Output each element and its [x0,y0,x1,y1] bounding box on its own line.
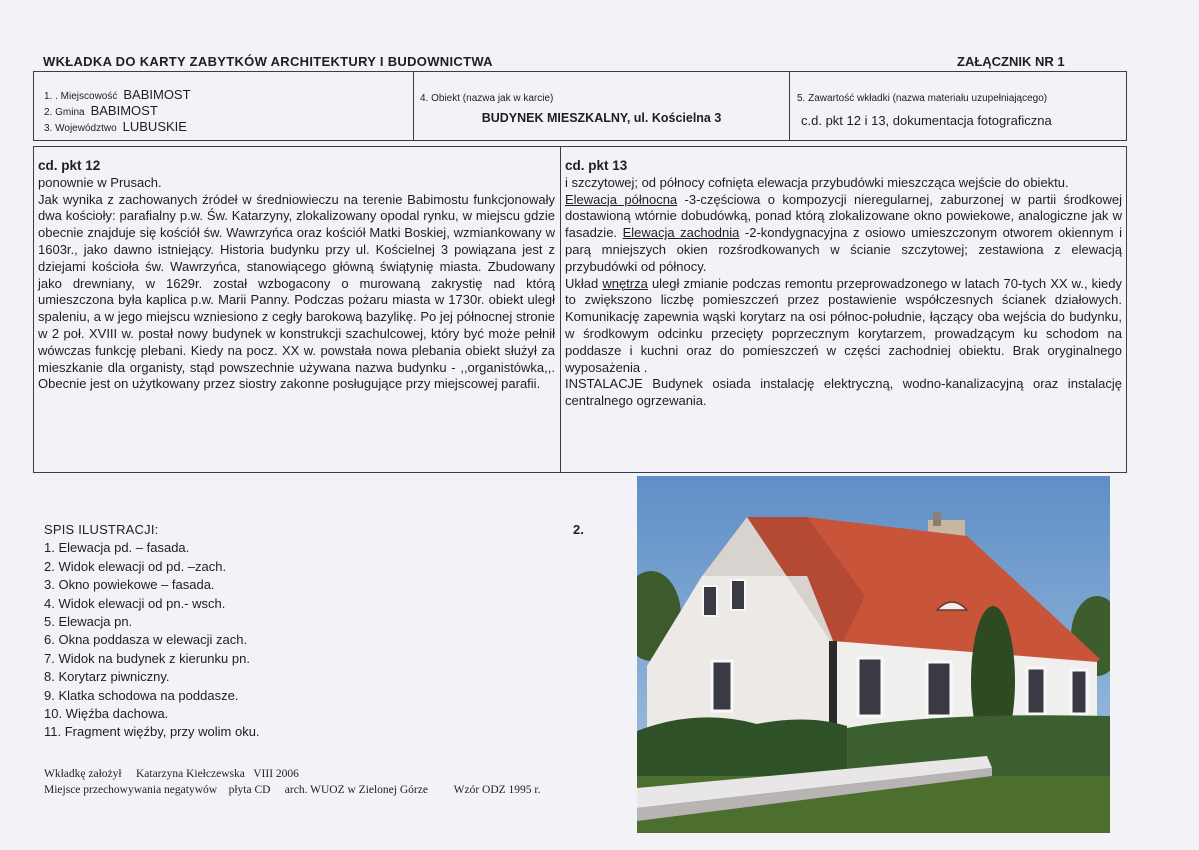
illustrations-list [44,521,260,742]
west-elevation-term: Elewacja zachodnia [622,225,740,241]
left-text: ponownie w Prusach. Jak wynika z zachowanych źródeł w średniowieczu na terenie Babimostu funkcjonowały dwa kościoły: parafialny p.w. Św. Katarzyny, zlokalizowany opodal rynku, w miejscu gdzie obecnie znajduje się kościół św. Wawrzyńca oraz kościół Matki Boskiej, wzmiankowany w 1603r., jako dawno istniejący. Historia budynku przy ul. Kościelnej 3 powiązana jest z dziejami kościoła św. Wawrzyńca, stanowiącego główną świątynię miasta. Zbudowany jako drewniany, w 1629r. został wzbogacony o murowaną zakrystię nad którą umieszczona była kaplica p.w. Marii Panny. Podczas pożaru miasta w 1730r. obiekt uległ spaleniu, a w jego miejscu wzniesiono z cegły barokową bazylikę. Po jej północnej stronie w 2 poł. XVIII w. postał nowy budynek w konstrukcji szachulcowej, który być może pełnił wówczas funkcję plebani. Kiedy na pocz. XX w. powstała nowa plebania obiekt służył za mieszkanie dla organisty, stąd powszechnie używana nazwa budynku - ,,organistówka,,. Obecnie jest on użytkowany przez siostry zakonne posługujące przy miejscowej parafii. [38,174,555,392]
header-fields-box [33,71,1127,141]
commune-field [44,103,158,118]
list-item: 2. Widok elewacji od pd. –zach. [44,558,227,574]
right-heading: cd. pkt 13 [565,158,628,173]
voivodeship-field [44,119,187,134]
list-item: 3. Okno powiekowe – fasada. [44,577,215,593]
illustrations-title: SPIS ILUSTRACJI: [44,522,159,537]
list-item: 1. Elewacja pd. – fasada. [44,540,190,556]
object-label: 4. Obiekt (nazwa jak w karcie) [420,93,554,104]
list-item: 10. Więźba dachowa. [44,706,169,722]
text-run: -2-kondygnacyjna z osiowo umieszczonym otworem okiennym i parą mniejszych okien rozśrodkowanych w ścianie szczytowej; zestawiona z elewacją przybudówki od północy. [565,225,1122,274]
description-box [33,146,1127,473]
voivodeship-value: LUBUSKIE [122,119,187,134]
right-paragraph-4: INSTALACJE Budynek osiada instalację elektryczną, wodno-kanalizacyjną oraz instalację centralnego ogrzewania. [565,376,1122,409]
voivodeship-label: 3. Województwo [44,123,117,134]
divider [413,72,414,140]
building-photo [637,476,1110,833]
text-run: -3-częściowa o kompozycji nieregularnej, zaburzonej w partii środkowej dostawioną wtórnie dobudówką, ponad którą zlokalizowane okno powiekowe, analogiczne jak w fasadzie. [565,191,1122,241]
text-run: uległ zmianie podczas remontu przeprowadzonego w latach 70-tych XX w., kiedy to zwiększono liczbę pomieszczeń przez postawienie współczesnych ścianek działowych. Komunikację zapewnia wąski korytarz na osi północ-południe, łączący oba wejścia do budynku, w środkowym odcinku przecięty poprzecznym korytarzem, prowadzącym ku schodom na poddasze i kuchni oraz do pomieszczeń w części zachodniej obiektu. Brak oryginalnego wyposażenia . [565,275,1122,375]
figure-number: 2. [573,522,584,537]
right-paragraph-3 [565,276,1122,377]
list-item: 7. Widok na budynek z kierunku pn. [44,650,250,666]
left-column [38,158,555,393]
commune-value: BABIMOST [90,103,158,118]
right-paragraph-1: i szczytowej; od północy cofnięta elewacja przybudówki mieszcząca wejście do obiektu. [565,174,1069,190]
locality-field [44,87,191,102]
commune-label: 2. Gmina [44,107,85,118]
locality-label: 1. . Miejscowość [44,91,118,102]
locality-value: BABIMOST [123,87,191,102]
interior-term: wnętrza [602,275,648,291]
list-item: 4. Widok elewacji od pn.- wsch. [44,595,226,611]
list-item: 8. Korytarz piwniczny. [44,669,170,685]
list-item: 11. Fragment więźby, przy wolim oku. [44,724,260,740]
footer-storage: Miejsce przechowywania negatywów płyta CD arch. WUOZ w Zielonej Górze Wzór ODZ 1995 r. [44,784,541,796]
list-item: 9. Klatka schodowa na poddasze. [44,687,239,703]
list-item: 5. Elewacja pn. [44,614,133,630]
list-item: 6. Okna poddasza w elewacji zach. [44,632,248,648]
divider [560,147,561,472]
contents-value: c.d. pkt 12 i 13, dokumentacja fotograficzna [801,113,1052,128]
text-run: Układ [565,275,603,291]
right-column [565,158,1122,410]
divider [789,72,790,140]
left-heading: cd. pkt 12 [38,158,101,173]
contents-label: 5. Zawartość wkładki (nazwa materiału uzupełniającego) [797,93,1048,104]
footer-author: Wkładkę założył Katarzyna Kiełczewska VIII 2006 [44,768,299,780]
north-elevation-term: Elewacja północna [565,191,678,207]
object-value: BUDYNEK MIESZKALNY, ul. Kościelna 3 [481,111,722,125]
annex-number: ZAŁĄCZNIK NR 1 [957,54,1065,69]
form-title: WKŁADKA DO KARTY ZABYTKÓW ARCHITEKTURY I BUDOWNICTWA [43,54,493,69]
right-paragraph-2 [565,192,1122,276]
